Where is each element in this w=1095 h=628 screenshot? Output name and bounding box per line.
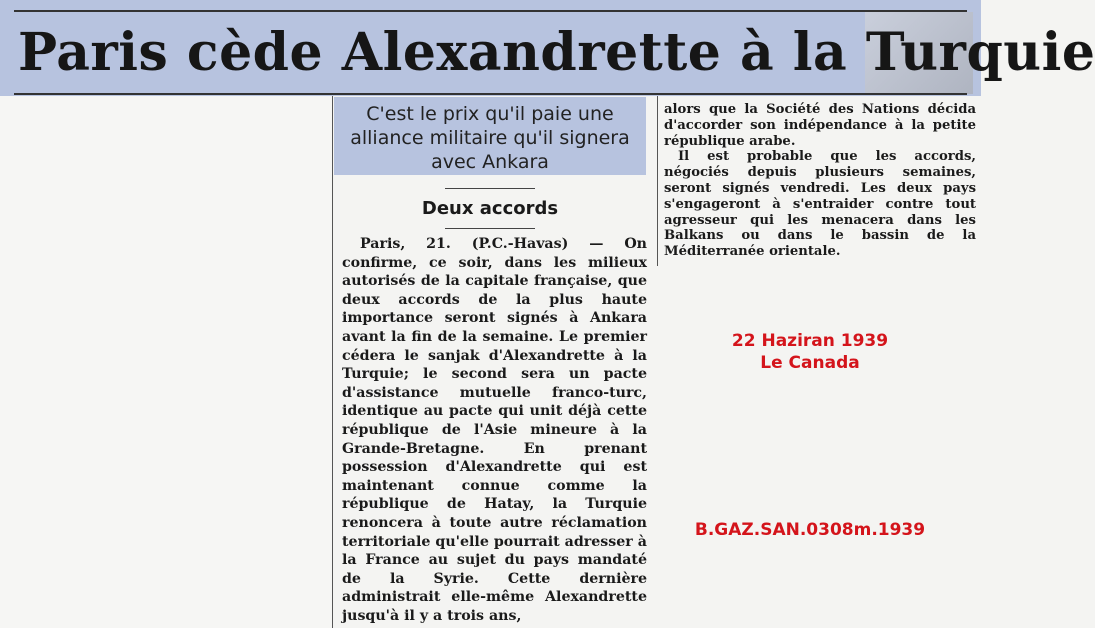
article-column-right (664, 102, 976, 260)
paragraph: Il est probable que les accords, négociés depuis plusieurs semaines, seront signés vendredi. Les deux pays s'engageront à s'entraider contre tout agresseur qui les menacera dans les Balkans ou dans le bassin de la Méditerranée orientale. (664, 149, 976, 260)
archive-date: 22 Haziran 1939 (731, 331, 889, 351)
article-column-left: Paris, 21. (P.C.-Havas) — On confirme, ce soir, dans les milieux autorisés de la capitale française, que deux accords de la plus haute importance seront signés à Ankara avant la fin de la semaine. Le premier cédera le sanjak d'Alexandrette à la Turquie; le second sera un pacte d'assistance mutuelle franco-turc, identique au pacte qui unit déjà cette république de l'Asie mineure à la Grande-Bretagne. En prenant possession d'Alexandrette qui est maintenant connue comme la république de Hatay, la Turquie renoncera à toute autre réclamation territoriale qu'elle pourrait adresser à la France au sujet du pays mandaté de la Syrie. Cette dernière administrait elle-même Alexandrette jusqu'à il y a trois ans, (342, 236, 647, 624)
section-rule-top (445, 188, 535, 189)
headline: Paris cède Alexandrette à la Turquie (18, 22, 1095, 83)
column-rule-left (332, 96, 333, 628)
archive-date-note (700, 330, 920, 374)
headline-rule (14, 93, 967, 95)
paragraph: alors que la Société des Nations décida d'accorder son indépendance à la petite république arabe. (664, 102, 976, 149)
blank-margin (0, 96, 332, 628)
archive-reference: B.GAZ.SAN.0308m.1939 (694, 520, 926, 540)
newspaper-name: Le Canada (760, 353, 860, 373)
subheadline: C'est le prix qu'il paie une alliance militaire qu'il signera avec Ankara (334, 97, 646, 175)
section-rule-bottom (445, 228, 535, 229)
top-rule (14, 10, 967, 12)
section-title: Deux accords (421, 198, 559, 219)
column-rule-right (657, 96, 658, 266)
